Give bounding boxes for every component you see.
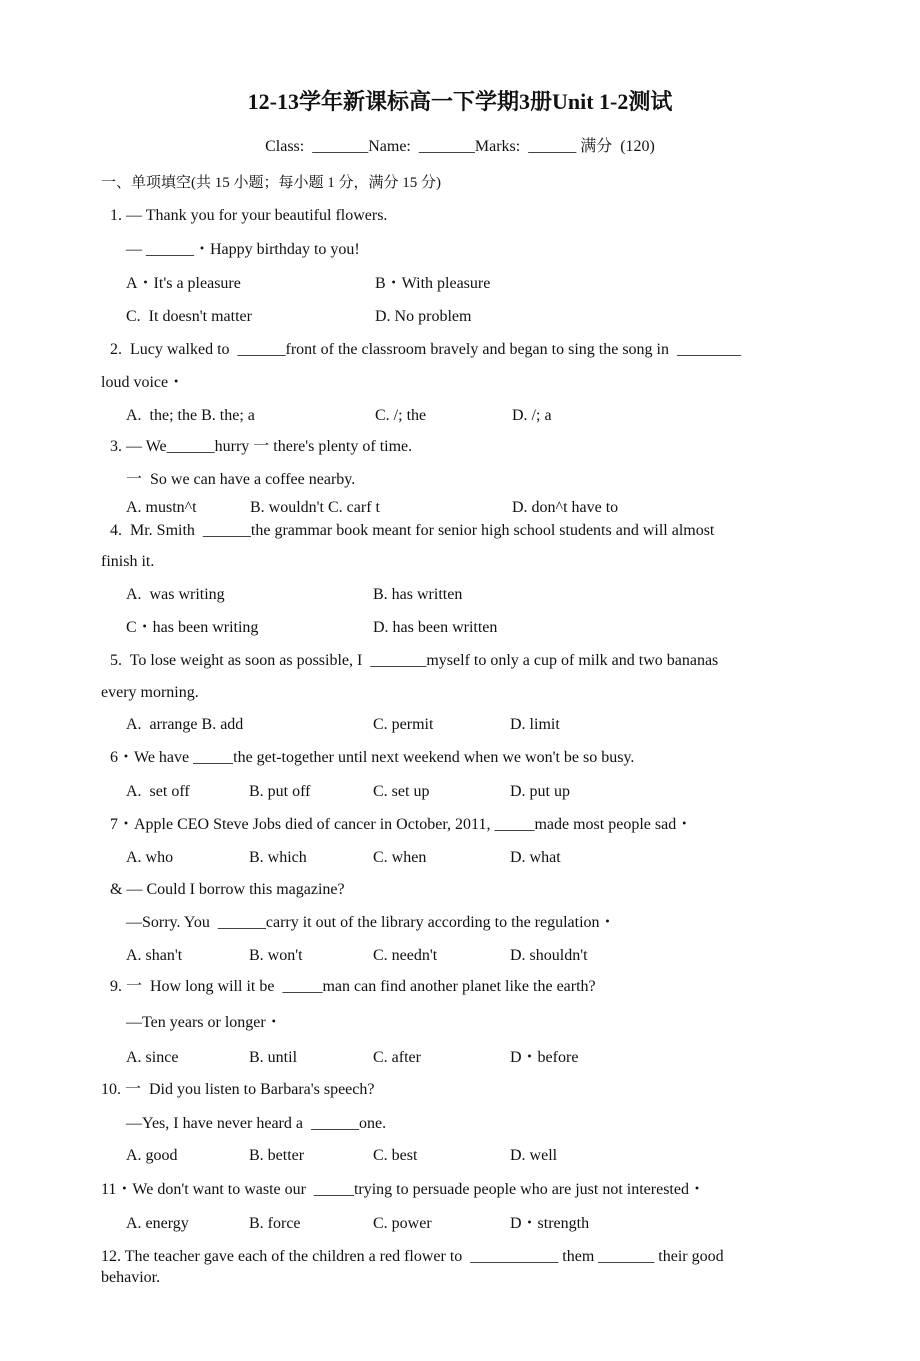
section-heading: 一、单项填空(共 15 小题；每小题 1 分，满分 15 分) [101,175,441,191]
question-12-stem-cont: behavior. [101,1269,161,1286]
question-2-option-d: D. /; a [512,407,552,424]
question-10-option-b: B. better [249,1147,305,1164]
question-9-option-c: C. after [373,1049,421,1066]
question-7-option-d: D. what [510,849,561,866]
question-3-option-a: A. mustn^t [126,499,197,516]
question-2-stem-cont: loud voice・ [101,374,185,391]
question-3-option-d: D. don^t have to [512,499,619,516]
question-7-option-b: B. which [249,849,307,866]
question-1-stem: 1. — Thank you for your beautiful flowers. [110,207,388,224]
question-9-option-d: D・before [510,1049,579,1066]
question-5-option-ab: A. arrange B. add [126,716,244,733]
question-10-option-d: D. well [510,1147,558,1164]
question-6-stem: 6・We have _____the get-together until next weekend when we won't be so busy. [110,749,635,766]
question-9-option-b: B. until [249,1049,298,1066]
question-8-option-d: D. shouldn't [510,947,588,964]
question-10-option-c: C. best [373,1147,418,1164]
question-8-option-a: A. shan't [126,947,183,964]
student-info-line: Class: _______Name: _______Marks: ______ 满分 (120) [265,138,655,155]
question-10-option-a: A. good [126,1147,178,1164]
question-3-stem: 3. — We______hurry 一 there's plenty of time. [110,438,413,455]
question-9-reply: —Ten years or longer・ [126,1014,282,1031]
question-11-option-a: A. energy [126,1215,189,1232]
question-8-stem: & — Could I borrow this magazine? [110,881,345,898]
question-5-option-c: C. permit [373,716,434,733]
question-3-option-bc: B. wouldn't C. carf t [250,499,380,516]
question-6-option-c: C. set up [373,783,430,800]
question-3-reply: 一 So we can have a coffee nearby. [126,471,356,488]
question-10-reply: —Yes, I have never heard a ______one. [126,1115,387,1132]
question-11-option-c: C. power [373,1215,432,1232]
question-7-option-c: C. when [373,849,427,866]
question-9-option-a: A. since [126,1049,179,1066]
question-1-option-b: B・With pleasure [375,275,491,292]
question-2-option-ab: A. the; the B. the; a [126,407,255,424]
question-1-reply: — ______・Happy birthday to you! [126,241,360,258]
question-1-option-a: A・It's a pleasure [126,275,241,292]
question-4-stem: 4. Mr. Smith ______the grammar book meant for senior high school students and will almost [110,522,715,539]
question-5-option-d: D. limit [510,716,560,733]
question-7-option-a: A. who [126,849,174,866]
question-6-option-a: A. set off [126,783,190,800]
question-8-reply: —Sorry. You ______carry it out of the library according to the regulation・ [126,914,616,931]
question-5-stem: 5. To lose weight as soon as possible, I _______myself to only a cup of milk and two bananas [110,652,719,669]
question-6-option-b: B. put off [249,783,311,800]
question-8-option-b: B. won't [249,947,303,964]
question-8-option-c: C. needn't [373,947,438,964]
question-11-option-b: B. force [249,1215,301,1232]
question-5-stem-cont: every morning. [101,684,199,701]
question-9-stem: 9. 一 How long will it be _____man can find another planet like the earth? [110,978,596,995]
question-12-stem: 12. The teacher gave each of the children a red flower to ___________ them _______ their good [101,1248,724,1265]
question-4-stem-cont: finish it. [101,553,155,570]
question-4-option-a: A. was writing [126,586,225,603]
question-10-stem: 10. 一 Did you listen to Barbara's speech? [101,1081,375,1098]
question-4-option-b: B. has written [373,586,463,603]
question-1-option-d: D. No problem [375,308,472,325]
question-4-option-c: C・has been writing [126,619,259,636]
question-2-stem: 2. Lucy walked to ______front of the classroom bravely and began to sing the song in ________ [110,341,741,358]
question-2-option-c: C. /; the [375,407,427,424]
question-7-stem: 7・Apple CEO Steve Jobs died of cancer in October, 2011, _____made most people sad・ [110,816,693,833]
question-11-stem: 11・We don't want to waste our _____trying to persuade people who are just not interested・ [101,1181,705,1198]
question-11-option-d: D・strength [510,1215,590,1232]
question-4-option-d: D. has been written [373,619,498,636]
question-6-option-d: D. put up [510,783,570,800]
page-title: 12-13学年新课标高一下学期3册Unit 1-2测试 [247,89,673,114]
question-1-option-c: C. It doesn't matter [126,308,252,325]
